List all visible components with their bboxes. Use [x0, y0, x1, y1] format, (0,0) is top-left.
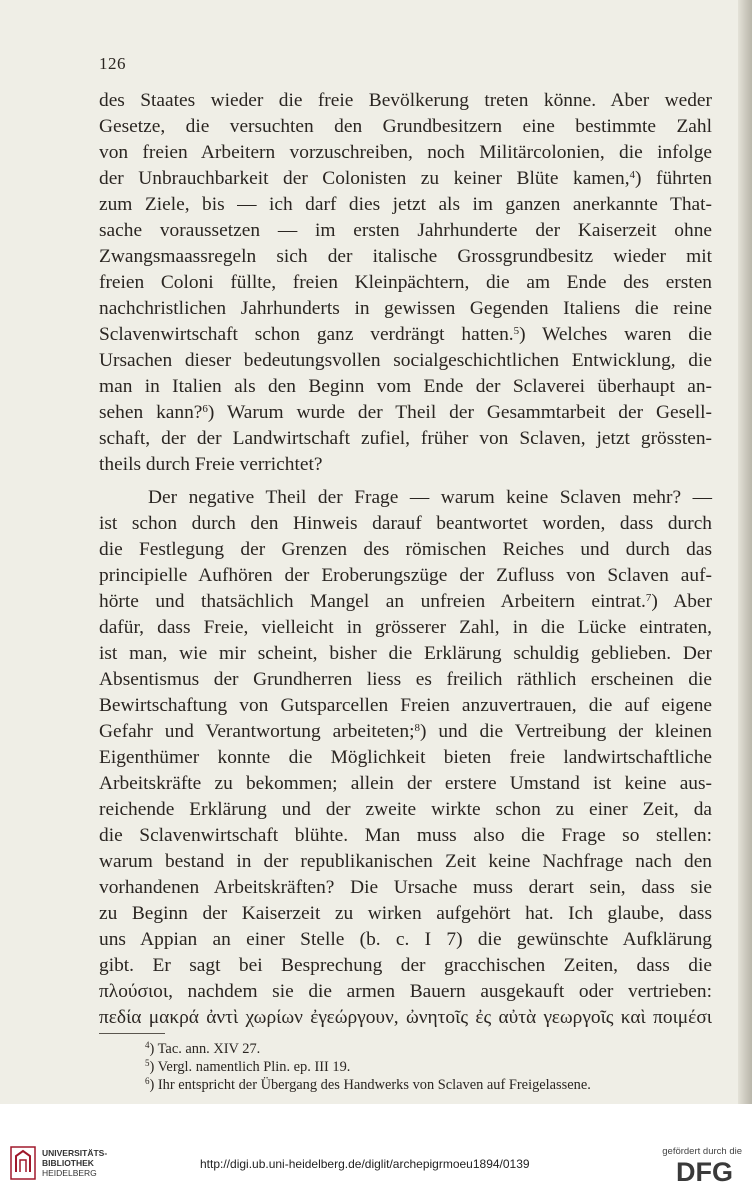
body-line: zu Beginn der Kaiserzeit zu wirken aufgehört hat. Ich glaube, dass — [99, 903, 712, 924]
body-line: Eigenthümer konnte die Möglichkeit bieten freie landwirtschaftliche — [99, 747, 712, 768]
body-line: Absentismus der Grundherren liess es freilich räthlich erscheinen die — [99, 669, 712, 690]
body-line: schaft, der der Landwirtschaft zufiel, früher von Sclaven, jetzt grössten- — [99, 428, 712, 449]
body-line: uns Appian an einer Stelle (b. c. I 7) die gewünschte Aufklärung — [99, 929, 712, 950]
body-line: der Unbrauchbarkeit der Colonisten zu keiner Blüte kamen,$^4$) führten — [99, 168, 712, 189]
body-line: principielle Aufhören der Eroberungszüge der Zufluss von Sclaven auf- — [99, 565, 712, 586]
body-line: freien Coloni füllte, freien Kleinpächtern, die am Ende des ersten — [99, 272, 712, 293]
body-line: die Sclavenwirtschaft blühte. Man muss also die Frage so stellen: — [99, 825, 712, 846]
funded-by-caption: gefördert durch die — [662, 1146, 742, 1157]
footnote: $^6$) Ihr entspricht der Übergang des Handwerks von Sclaven auf Freigelassene. — [145, 1076, 591, 1093]
footnote-mark: 7 — [645, 592, 652, 604]
body-line: Zwangsmaassregeln sich der italische Grossgrundbesitz wieder mit — [99, 246, 712, 267]
body-line: Sclavenwirtschaft schon ganz verdrängt hatten.$^5$) Welches waren die — [99, 324, 713, 345]
body-line: πεδία μακρά ἀντὶ χωρίων ἐγεώργουν, ὠνητοῖς ἐς αὐτὰ γεωργοῖς καὶ ποιμέσι — [99, 1007, 712, 1028]
body-line: die Festlegung der Grenzen des römischen Reiches und durch das — [99, 539, 712, 560]
footnote-mark: 4 — [629, 169, 636, 181]
body-line: vorhandenen Arbeitskräften? Die Ursache muss derart sein, dass sie — [99, 877, 712, 898]
dfg-logo-text: DFG — [676, 1158, 733, 1184]
body-line: man in Italien als den Beginn vom Ende der Sclaverei überhaupt an- — [99, 376, 712, 397]
footnote: $^5$) Vergl. namentlich Plin. ep. III 19. — [145, 1058, 351, 1075]
university-library-name: UNIVERSITÄTS- BIBLIOTHEK HEIDELBERG — [42, 1148, 108, 1178]
body-line: zum Ziele, bis — ich darf dies jetzt als im ganzen anerkannte That- — [99, 194, 712, 215]
body-line: Gesetze, die versuchten den Grundbesitzern eine bestimmte Zahl — [99, 116, 712, 137]
dfg-logo-icon — [676, 1158, 742, 1184]
permalink-url[interactable]: http://digi.ub.uni-heidelberg.de/diglit/archepigrmoeu1894/0139 — [200, 1157, 530, 1171]
body-line: gibt. Er sagt bei Besprechung der gracchischen Zeiten, dass die — [99, 955, 712, 976]
body-line: reichende Erklärung und der zweite wirkte schon zu einer Zeit, da — [99, 799, 712, 820]
body-line: ist schon durch den Hinweis darauf beantwortet worden, dass durch — [99, 513, 712, 534]
body-line: von freien Arbeitern vorzuschreiben, noch Militärcolonien, die infolge — [99, 142, 712, 163]
footnote-mark: 6 — [202, 403, 208, 415]
body-line: πλούσιοι, nachdem sie die armen Bauern ausgekauft oder vertrieben: — [99, 981, 712, 1002]
body-line: Ursachen dieser bedeutungsvollen socialgeschichtlichen Entwicklung, die — [99, 350, 712, 371]
body-line: theils durch Freie verrichtet? — [99, 454, 323, 475]
page-number: 126 — [99, 54, 126, 73]
body-line: nachchristlichen Jahrhunderts in gewissen Gegenden Italiens die reine — [99, 298, 712, 319]
university-library-logo-icon — [10, 1146, 36, 1180]
body-line: des Staates wieder die freie Bevölkerung treten könne. Aber weder — [99, 90, 712, 111]
body-line: warum bestand in der republikanischen Zeit keine Nachfrage nach den — [99, 851, 712, 872]
body-line: Bewirtschaftung von Gutsparcellen Freien anzuvertrauen, die auf eigene — [99, 695, 712, 716]
body-line: Gefahr und Verantwortung arbeiteten;$^8$) und die Vertreibung der kleinen — [99, 721, 713, 742]
body-line: hörte und thatsächlich Mangel an unfreien Arbeitern eintrat.$^7$) Aber — [99, 591, 712, 612]
body-line: dafür, dass Freie, vielleicht in grösserer Zahl, in die Lücke eintraten, — [99, 617, 712, 638]
footnote-separator — [99, 1033, 165, 1034]
page-edge-shadow — [738, 0, 752, 1104]
body-line: sehen kann?$^6$) Warum wurde der Theil der Gesammtarbeit der Gesell- — [99, 402, 712, 423]
body-line: Der negative Theil der Frage — warum keine Sclaven mehr? — — [148, 487, 712, 508]
body-line: Arbeitskräfte zu bekommen; allein der erstere Umstand ist keine aus- — [99, 773, 712, 794]
footnote-mark: 8 — [414, 722, 420, 734]
viewer-footer — [0, 1104, 752, 1192]
body-line: sache voraussetzen — im ersten Jahrhunderte der Kaiserzeit ohne — [99, 220, 712, 241]
footnote-mark: 5 — [513, 325, 520, 337]
footnote: $^4$) Tac. ann. XIV 27. — [145, 1040, 261, 1057]
body-line: ist man, wie mir scheint, bisher die Erklärung schuldig geblieben. Der — [99, 643, 712, 664]
